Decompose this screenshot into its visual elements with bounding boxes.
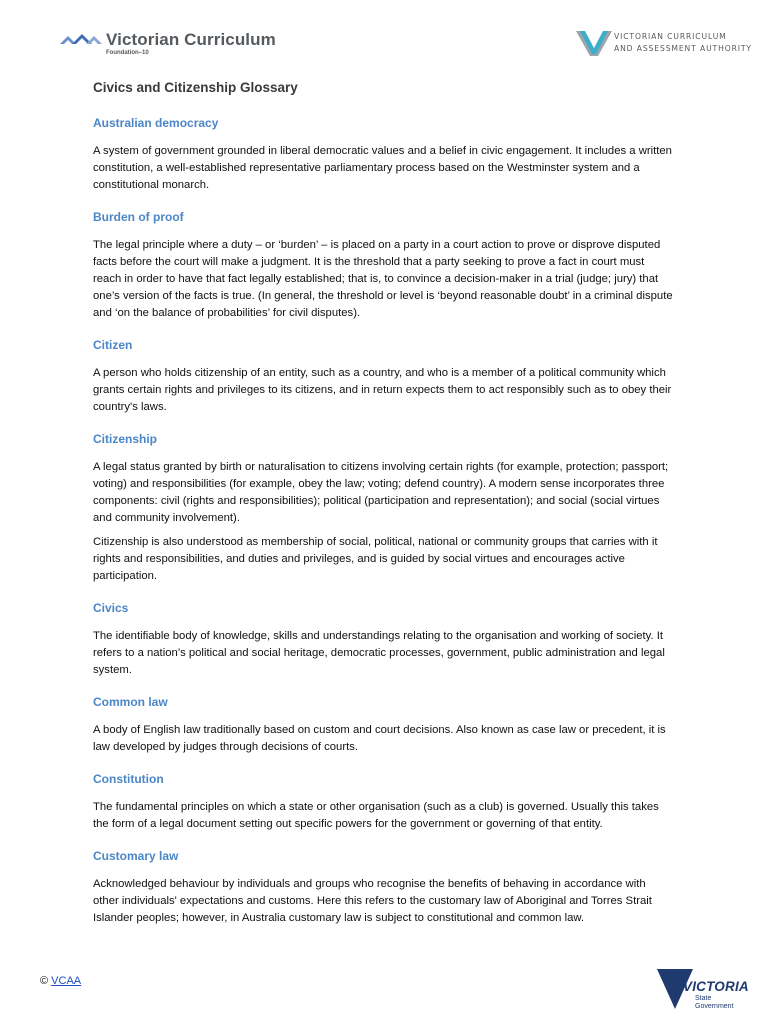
state-text: State [695,995,712,1002]
glossary-entry [93,772,673,833]
glossary-entry [93,695,673,756]
glossary-entry [93,432,673,585]
glossary-term: Customary law [93,849,179,863]
glossary-definition: The fundamental principles on which a state or other organisation (such as a club) is governed. Usually this takes the form of a legal document setting out specific powers for the government or governing of that entity. [93,801,659,830]
glossary-definition: A legal status granted by birth or naturalisation to citizens involving certain rights (for example, protection; passport; voting) and responsibilities (for example, obey the law; voting; defend country). A modern sense incorporates three components: civil (rights and responsibilities); political (participation and representation); and social (social virtues and community involvement). [93,461,669,524]
vcaa-logo [576,28,752,62]
glossary-definition: A body of English law traditionally based on custom and court decisions. Also known as case law or precedent, it is law developed by judges through decisions of courts. [93,724,666,753]
copyright-symbol: © [40,975,49,987]
copyright-footer [40,975,81,987]
victoria-text: VICTORIA [683,979,749,994]
glossary-definition: A system of government grounded in liberal democratic values and a belief in civic engagement. It includes a written constitution, a well-established representative parliamentary process based on the Westminster system and a constitutional monarch. [93,145,672,191]
vc-brand-text: Victorian Curriculum [106,30,276,49]
glossary-entry [93,210,673,322]
glossary-term: Burden of proof [93,210,184,224]
state-government-text [695,995,734,1011]
victoria-state-government-logo [655,965,749,1013]
glossary-term: Common law [93,695,168,709]
glossary-term: Citizenship [93,432,158,446]
glossary-entry [93,338,673,416]
glossary-definition: The identifiable body of knowledge, skills and understandings relating to the organisation and working of society. It refers to a nation’s political and social heritage, democratic processes, government, public administration and legal system. [93,630,665,676]
vcaa-link[interactable]: VCAA [51,975,82,987]
victorian-curriculum-logo [60,30,290,64]
glossary-definition: Citizenship is also understood as membership of social, political, national or community groups that carries with it rights and responsibilities, and duties and privileges, and is guided by social virtues and encourages active participation. [93,536,658,582]
vc-brand-subtext: Foundation–10 [106,50,149,56]
page-title: Civics and Citizenship Glossary [93,80,298,95]
glossary-term: Citizen [93,338,133,352]
glossary-entry [93,601,673,679]
glossary-definition: Acknowledged behaviour by individuals and groups who recognise the benefits of behaving in accordance with other individuals' expectations and customs. Here this refers to the customary law of Aboriginal and Torres Strait Islander peoples; however, in Australia customary law is subject to constitutional and common law. [93,878,652,924]
government-text: Government [695,1003,734,1010]
glossary-term: Constitution [93,772,164,786]
glossary-entry [93,116,673,194]
vcaa-line-1: VICTORIAN CURRICULUM [614,32,727,41]
glossary-definition: A person who holds citizenship of an entity, such as a country, and who is a member of a political community which grants certain rights and privileges to its citizens, and in return expects them to act responsibly such as to obey their country's laws. [93,367,672,413]
vcaa-check-icon [576,28,612,58]
glossary-term: Australian democracy [93,116,219,130]
glossary-entry [93,849,673,927]
page-header [0,0,768,78]
vc-chevron-icon [60,34,102,52]
vcaa-line-2: AND ASSESSMENT AUTHORITY [614,44,752,53]
glossary-definition: The legal principle where a duty – or ‘burden’ – is placed on a party in a court action to prove or disprove disputed facts before the court will make a judgment. It is the threshold that a party seeking to prove a fact in court must reach in order to have that fact legally established; that is, to convince a decision-maker in a trial (judge; jury) that one’s version of the facts is true. (In general, the threshold or level is ‘beyond reasonable doubt’ in a criminal dispute and ‘on the balance of probabilities’ for civil disputes). [93,239,673,319]
glossary-content [93,78,673,934]
glossary-term: Civics [93,601,129,615]
